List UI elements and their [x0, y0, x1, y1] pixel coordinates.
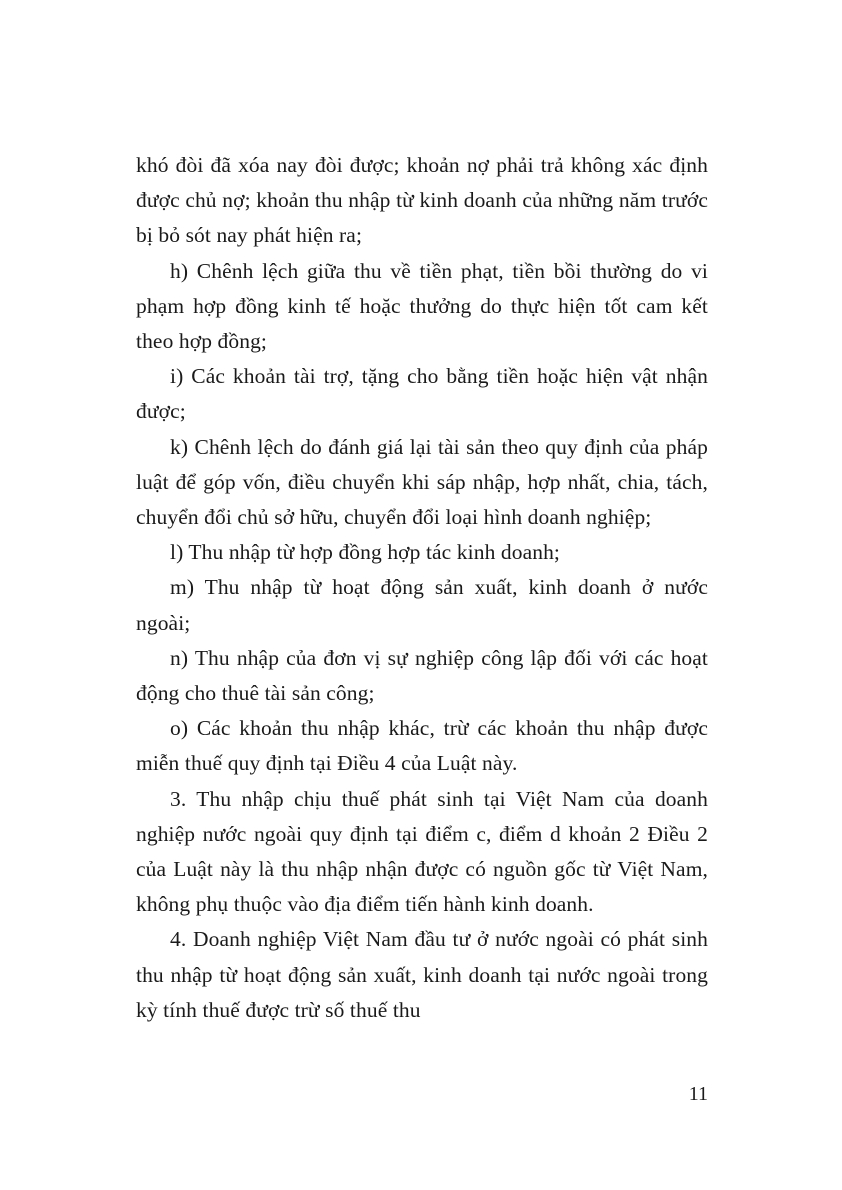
paragraph-item-n: n) Thu nhập của đơn vị sự nghiệp công lập đối với các hoạt động cho thuê tài sản công; [136, 645, 708, 706]
paragraph-item-o: o) Các khoản thu nhập khác, trừ các khoản thu nhập được miễn thuế quy định tại Điều 4 của Luật này. [136, 716, 708, 776]
page-body-text [136, 148, 708, 1028]
paragraph-item-k: k) Chênh lệch do đánh giá lại tài sản theo quy định của pháp luật để góp vốn, điều chuyển khi sáp nhập, hợp nhất, chia, tách, chuyển đổi chủ sở hữu, chuyển đổi loại hình doanh nghiệp; [136, 434, 708, 530]
paragraph-item-h: h) Chênh lệch giữa thu về tiền phạt, tiền bồi thường do vi phạm hợp đồng kinh tế hoặc thưởng do thực hiện tốt cam kết theo hợp đồng; [136, 258, 708, 354]
paragraph-item-m: m) Thu nhập từ hoạt động sản xuất, kinh doanh ở nước ngoài; [136, 575, 708, 635]
page-number: 11 [688, 1083, 708, 1105]
paragraph-clause-4: 4. Doanh nghiệp Việt Nam đầu tư ở nước ngoài có phát sinh thu nhập từ hoạt động sản xuất, kinh doanh tại nước ngoài trong kỳ tính thuế được trừ số thuế thu [136, 927, 708, 1022]
paragraph-item-l: l) Thu nhập từ hợp đồng hợp tác kinh doanh; [170, 540, 561, 565]
paragraph-clause-3: 3. Thu nhập chịu thuế phát sinh tại Việt Nam của doanh nghiệp nước ngoài quy định tại điểm c, điểm d khoản 2 Điều 2 của Luật này là thu nhập nhận được có nguồn gốc từ Việt Nam, không phụ thuộc vào địa điểm tiến hành kinh doanh. [136, 786, 708, 917]
paragraph-continuation: khó đòi đã xóa nay đòi được; khoản nợ phải trả không xác định được chủ nợ; khoản thu nhập từ kinh doanh của những năm trước bị bỏ sót nay phát hiện ra; [136, 153, 708, 248]
paragraph-item-i: i) Các khoản tài trợ, tặng cho bằng tiền hoặc hiện vật nhận được; [136, 364, 708, 424]
